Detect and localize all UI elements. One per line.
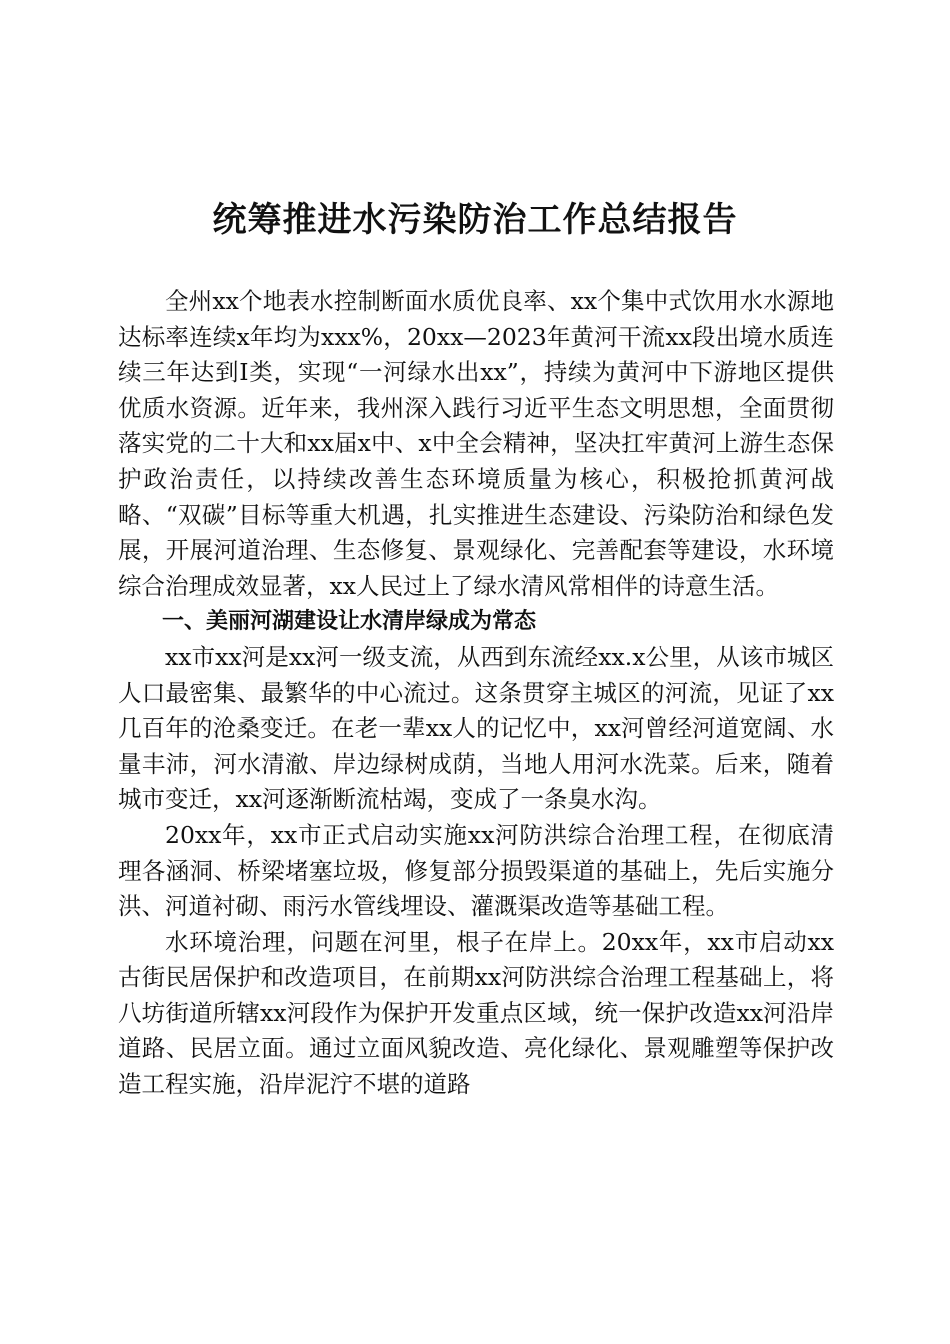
section-heading-1: 一、美丽河湖建设让水清岸绿成为常态: [162, 609, 537, 635]
section1-paragraph-2: 20xx年，xx市正式启动实施xx河防洪综合治理工程，在彻底清理各涵洞、桥梁堵塞垃圾，修复部分损毁渠道的基础上，先后实施分洪、河道衬砌、雨污水管线埋设、灌溉渠改造等基础工程。: [118, 820, 834, 921]
document-title: 统筹推进水污染防治工作总结报告: [212, 200, 738, 240]
section1-paragraph-1: xx市xx河是xx河一级支流，从西到东流经xx.x公里，从该市城区人口最密集、最繁华的中心流过。这条贯穿主城区的河流，见证了xx几百年的沧桑变迁。在老一辈xx人的记忆中，xx河曾经河道宽阔、水量丰沛，河水清澈、岸边绿树成荫，当地人用河水洗菜。后来，随着城市变迁，xx河逐渐断流枯竭，变成了一条臭水沟。: [118, 642, 834, 814]
section1-paragraph-3: 水环境治理，问题在河里，根子在岸上。20xx年，xx市启动xx古街民居保护和改造项目，在前期xx河防洪综合治理工程基础上，将八坊街道所辖xx河段作为保护开发重点区域，统一保护改造xx河沿岸道路、民居立面。通过立面风貌改造、亮化绿化、景观雕塑等保护改造工程实施，沿岸泥泞不堪的道路: [118, 927, 834, 1099]
intro-paragraph: 全州xx个地表水控制断面水质优良率、xx个集中式饮用水水源地达标率连续x年均为xxx%，20xx—2023年黄河干流xx段出境水质连续三年达到Ⅰ类，实现“一河绿水出xx”，持续为黄河中下游地区提供优质水资源。近年来，我州深入践行习近平生态文明思想，全面贯彻落实党的二十大和xx届x中、x中全会精神，坚决扛牢黄河上游生态保护政治责任，以持续改善生态环境质量为核心，积极抢抓黄河战略、“双碳”目标等重大机遇，扎实推进生态建设、污染防治和绿色发展，开展河道治理、生态修复、景观绿化、完善配套等建设，水环境综合治理成效显著，xx人民过上了绿水清风常相伴的诗意生活。: [118, 287, 834, 600]
document-body: [118, 284, 834, 1103]
